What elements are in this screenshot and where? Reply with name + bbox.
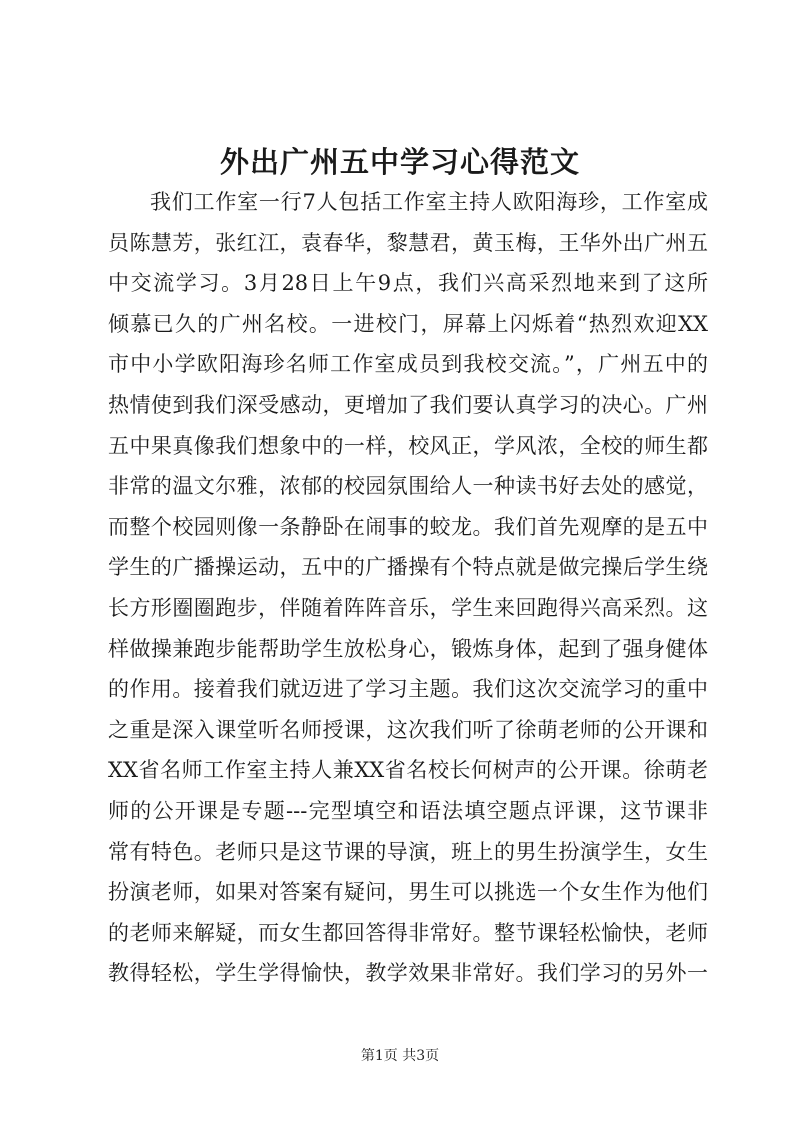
body-line: 扮演老师，如果对答案有疑问，男生可以挑选一个女生作为他们 bbox=[108, 880, 708, 905]
page-footer: 第1页 共3页 bbox=[360, 1048, 440, 1064]
body-line: 常有特色。老师只是这节课的导演，班上的男生扮演学生，女生 bbox=[108, 839, 708, 864]
body-line: 教得轻松，学生学得愉快，教学效果非常好。我们学习的另外一 bbox=[108, 961, 708, 986]
document-title: 外出广州五中学习心得范文 bbox=[219, 145, 580, 179]
body-line: 非常的温文尔雅，浓郁的校园氛围给人一种读书好去处的感觉， bbox=[108, 474, 708, 499]
body-line: 员陈慧芳，张红江，袁春华，黎慧君，黄玉梅，王华外出广州五 bbox=[108, 230, 708, 255]
body-line: 热情使到我们深受感动，更增加了我们要认真学习的决心。广州 bbox=[108, 392, 708, 417]
body-line: 的老师来解疑，而女生都回答得非常好。整节课轻松愉快，老师 bbox=[108, 920, 708, 945]
body-line: 的作用。接着我们就迈进了学习主题。我们这次交流学习的重中 bbox=[108, 677, 708, 702]
body-line: 师的公开课是专题---完型填空和语法填空题点评课，这节课非 bbox=[108, 798, 708, 823]
document-body bbox=[108, 182, 708, 994]
body-line: 而整个校园则像一条静卧在闹事的蛟龙。我们首先观摩的是五中 bbox=[108, 514, 708, 539]
body-line: 倾慕已久的广州名校。一进校门，屏幕上闪烁着“热烈欢迎XX bbox=[108, 311, 708, 336]
body-line: 样做操兼跑步能帮助学生放松身心，锻炼身体，起到了强身健体 bbox=[108, 636, 708, 661]
body-line: 市中小学欧阳海珍名师工作室成员到我校交流。”，广州五中的 bbox=[108, 352, 708, 377]
body-line: 我们工作室一行7人包括工作室主持人欧阳海珍，工作室成 bbox=[150, 190, 708, 214]
body-line: 中交流学习。3月28日上午9点，我们兴高采烈地来到了这所 bbox=[108, 271, 708, 296]
body-line: 学生的广播操运动，五中的广播操有个特点就是做完操后学生绕 bbox=[108, 555, 708, 580]
body-line: 五中果真像我们想象中的一样，校风正，学风浓，全校的师生都 bbox=[108, 433, 708, 458]
body-line: XX省名师工作室主持人兼XX省名校长何树声的公开课。徐萌老 bbox=[108, 758, 708, 783]
body-line: 之重是深入课堂听名师授课，这次我们听了徐萌老师的公开课和 bbox=[108, 717, 708, 742]
body-line: 长方形圈圈跑步，伴随着阵阵音乐，学生来回跑得兴高采烈。这 bbox=[108, 595, 708, 620]
